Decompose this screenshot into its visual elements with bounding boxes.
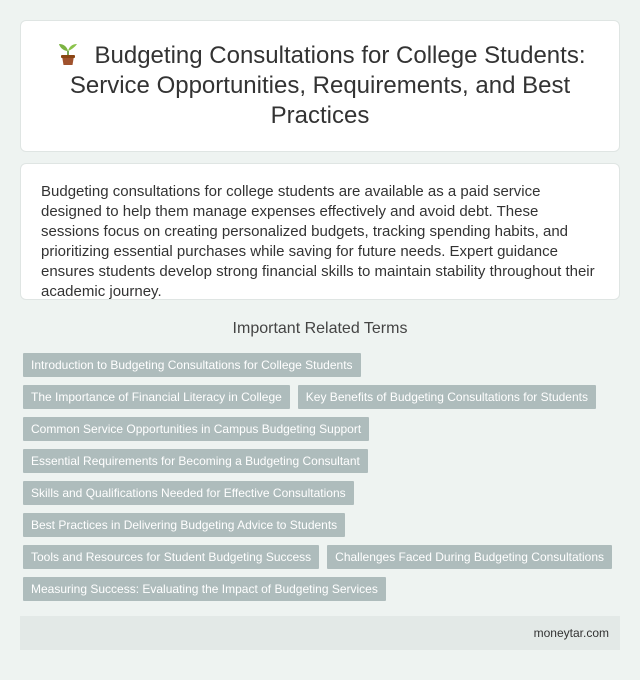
summary-card — [20, 163, 620, 300]
related-term-tag[interactable]: Measuring Success: Evaluating the Impact of Budgeting Services — [23, 577, 386, 601]
related-term-tag[interactable]: Best Practices in Delivering Budgeting Advice to Students — [23, 513, 345, 537]
related-term-tag[interactable]: Common Service Opportunities in Campus Budgeting Support — [23, 417, 369, 441]
seedling-icon — [55, 42, 81, 66]
summary-text: Budgeting consultations for college students are available as a paid service designed to help them manage expenses effectively and avoid debt. These sessions focus on creating personalized budgets, tracking spending habits, and prioritizing essential purchases while saving for future needs. Expert guidance ensures students develop strong financial skills to maintain stability throughout their academic journey. — [41, 183, 595, 300]
related-terms-list — [23, 353, 623, 601]
related-term-tag[interactable]: Essential Requirements for Becoming a Budgeting Consultant — [23, 449, 368, 473]
title-card — [20, 20, 620, 152]
related-terms-heading: Important Related Terms — [232, 320, 408, 337]
related-term-tag[interactable]: Skills and Qualifications Needed for Effective Consultations — [23, 481, 354, 505]
site-name[interactable]: moneytar.com — [533, 626, 609, 640]
related-term-tag[interactable]: Key Benefits of Budgeting Consultations for Students — [298, 385, 596, 409]
page-title-text: Budgeting Consultations for College Students: Service Opportunities, Requirements, and Best Practices — [69, 42, 586, 129]
related-term-tag[interactable]: Introduction to Budgeting Consultations for College Students — [23, 353, 361, 377]
related-term-tag[interactable]: The Importance of Financial Literacy in College — [23, 385, 290, 409]
related-term-tag[interactable]: Challenges Faced During Budgeting Consultations — [327, 545, 612, 569]
footer — [20, 616, 620, 650]
related-term-tag[interactable]: Tools and Resources for Student Budgeting Success — [23, 545, 319, 569]
page-title — [51, 41, 589, 131]
